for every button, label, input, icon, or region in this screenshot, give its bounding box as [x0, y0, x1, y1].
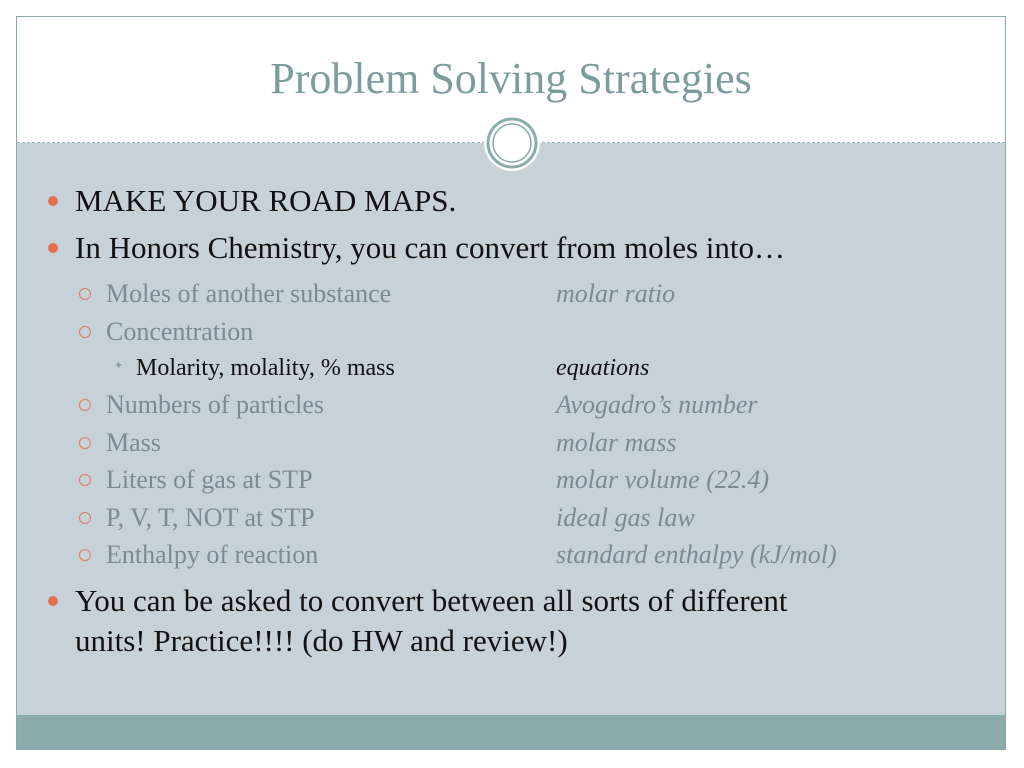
conversion-from: Moles of another substance [106, 279, 392, 308]
bullet-dot-icon [48, 596, 58, 606]
sub-bullet-ring-icon [79, 399, 91, 411]
conversion-method: molar ratio [556, 279, 676, 308]
sub-bullet-ring-icon [79, 288, 91, 300]
bottom-bar [17, 715, 1005, 750]
conversion-from: Concentration [106, 317, 254, 346]
circle-ornament-icon [483, 114, 541, 172]
bullet-honors-chemistry: In Honors Chemistry, you can convert from moles into… [75, 230, 786, 265]
sub-bullet-ring-icon [79, 549, 91, 561]
slide-title: Problem Solving Strategies [270, 54, 752, 103]
sub-bullet-ring-icon [79, 437, 91, 449]
sub-bullet-ring-icon [79, 512, 91, 524]
slide [16, 16, 1006, 750]
bullet-dot-icon [48, 196, 58, 206]
bullet-practice-line1: You can be asked to convert between all sorts of different [75, 583, 788, 618]
bullet-practice-line2: units! Practice!!!! (do HW and review!) [75, 623, 568, 658]
sub-sub-bullet-star-icon: ✦ [114, 359, 124, 372]
sub-bullet-ring-icon [79, 326, 91, 338]
conversion-from: Enthalpy of reaction [106, 540, 319, 569]
conversion-method: Avogadro’s number [556, 390, 758, 419]
content-area [17, 143, 1005, 715]
conversion-method: molar volume (22.4) [556, 465, 770, 494]
conversion-method: ideal gas law [556, 503, 695, 532]
bullet-dot-icon [48, 243, 58, 253]
conversion-method: standard enthalpy (kJ/mol) [556, 540, 837, 569]
conversion-from: P, V, T, NOT at STP [106, 503, 315, 532]
conversion-from: Liters of gas at STP [106, 465, 313, 494]
conversion-from: Mass [106, 428, 161, 457]
conversion-from: Molarity, molality, % mass [136, 355, 395, 381]
conversion-method: molar mass [556, 428, 677, 457]
bullet-road-maps: MAKE YOUR ROAD MAPS. [75, 183, 457, 218]
sub-bullet-ring-icon [79, 474, 91, 486]
conversion-from: Numbers of particles [106, 390, 325, 419]
conversion-method: equations [556, 355, 650, 381]
